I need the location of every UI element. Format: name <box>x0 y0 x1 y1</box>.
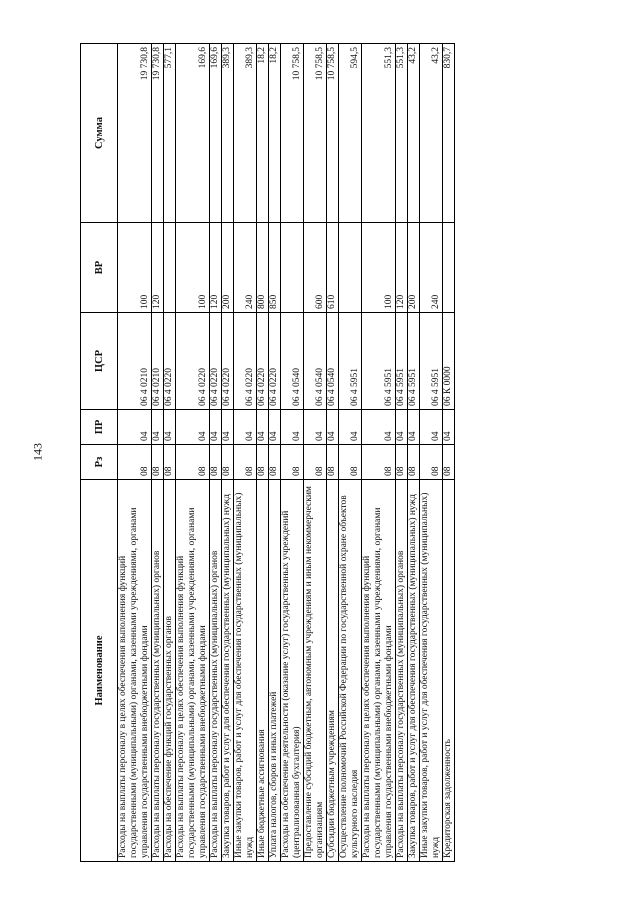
table-row <box>420 44 443 862</box>
cell-sum: 389,3 <box>222 44 234 223</box>
cell-csr: 06 4 5951 <box>408 313 420 410</box>
cell-vr: 610 <box>327 223 339 313</box>
cell-pr: 04 <box>164 410 176 445</box>
cell-rz: 08 <box>304 445 327 480</box>
cell-pr: 04 <box>339 410 362 445</box>
cell-pr: 04 <box>234 410 257 445</box>
cell-rz: 08 <box>269 445 281 480</box>
cell-csr: 06 4 0220 <box>257 313 269 410</box>
cell-rz: 08 <box>420 445 443 480</box>
cell-vr: 200 <box>408 223 420 313</box>
cell-name: Расходы на выплаты персоналу государственных (муниципальных) органов <box>210 480 222 862</box>
cell-rz: 08 <box>443 445 455 480</box>
cell-name: Расходы на выплаты персоналу государственных (муниципальных) органов <box>396 480 408 862</box>
table-row <box>164 44 176 862</box>
cell-name: Расходы на выплаты персоналу в целях обеспечения выполнения функций государственными (муниципальными) органами, казенными учреждениями, органами управления государственными внебюджетными фондами <box>362 480 396 862</box>
cell-csr: 06 К 0000 <box>443 313 455 410</box>
cell-csr: 06 4 0220 <box>269 313 281 410</box>
cell-vr: 200 <box>222 223 234 313</box>
cell-csr: 06 4 0220 <box>164 313 176 410</box>
cell-vr: 240 <box>234 223 257 313</box>
cell-rz: 08 <box>222 445 234 480</box>
cell-pr: 04 <box>152 410 164 445</box>
cell-csr: 06 4 0540 <box>304 313 327 410</box>
cell-name: Иные бюджетные ассигнования <box>257 480 269 862</box>
cell-rz: 08 <box>327 445 339 480</box>
cell-pr: 04 <box>222 410 234 445</box>
cell-rz: 08 <box>210 445 222 480</box>
cell-vr: 100 <box>176 223 210 313</box>
header-rz: Рз <box>81 445 118 480</box>
cell-vr <box>281 223 304 313</box>
cell-sum: 577,1 <box>164 44 176 223</box>
cell-sum: 10 758,5 <box>281 44 304 223</box>
cell-csr: 06 4 0540 <box>281 313 304 410</box>
cell-vr <box>339 223 362 313</box>
cell-name: Предоставление субсидий бюджетным, автономным учреждениям и иным некоммерческим организациям <box>304 480 327 862</box>
cell-sum: 43,2 <box>420 44 443 223</box>
page-number: 143 <box>30 443 45 461</box>
cell-rz: 08 <box>234 445 257 480</box>
cell-rz: 08 <box>408 445 420 480</box>
cell-sum: 169,6 <box>176 44 210 223</box>
cell-name: Кредиторская задолженность <box>443 480 455 862</box>
cell-vr: 120 <box>396 223 408 313</box>
cell-csr: 06 4 5951 <box>362 313 396 410</box>
cell-name: Закупка товаров, работ и услуг для обеспечения государственных (муниципальных) нужд <box>408 480 420 862</box>
cell-name: Расходы на выплаты персоналу в целях обеспечения выполнения функций государственными (муниципальными) органами, казенными учреждениями, органами управления государственными внебюджетными фондами <box>176 480 210 862</box>
cell-pr: 04 <box>176 410 210 445</box>
table-row <box>339 44 362 862</box>
cell-rz: 08 <box>281 445 304 480</box>
header-name: Наименование <box>81 480 118 862</box>
cell-csr: 06 4 0210 <box>118 313 152 410</box>
cell-rz: 08 <box>164 445 176 480</box>
cell-sum: 10 758,5 <box>304 44 327 223</box>
cell-csr: 06 4 5951 <box>339 313 362 410</box>
cell-rz: 08 <box>362 445 396 480</box>
table-row <box>408 44 420 862</box>
cell-sum: 19 730,8 <box>152 44 164 223</box>
cell-pr: 04 <box>281 410 304 445</box>
header-pr: ПР <box>81 410 118 445</box>
table-header <box>81 44 118 862</box>
cell-pr: 04 <box>118 410 152 445</box>
cell-pr: 04 <box>362 410 396 445</box>
budget-table <box>80 43 455 862</box>
cell-name: Субсидии бюджетным учреждениям <box>327 480 339 862</box>
cell-csr: 06 4 0220 <box>210 313 222 410</box>
rotated-page-content <box>80 44 540 862</box>
cell-name: Иные закупки товаров, работ и услуг для обеспечения государственных (муниципальных) нужд <box>234 480 257 862</box>
cell-vr: 100 <box>362 223 396 313</box>
cell-vr: 800 <box>257 223 269 313</box>
cell-vr: 600 <box>304 223 327 313</box>
header-sum: Сумма <box>81 44 118 223</box>
table-row <box>234 44 257 862</box>
cell-vr <box>443 223 455 313</box>
cell-sum: 19 730,8 <box>118 44 152 223</box>
table-row <box>176 44 210 862</box>
cell-sum: 43,2 <box>408 44 420 223</box>
header-csr: ЦСР <box>81 313 118 410</box>
cell-sum: 389,3 <box>234 44 257 223</box>
cell-sum: 169,6 <box>210 44 222 223</box>
cell-sum: 594,5 <box>339 44 362 223</box>
cell-sum: 551,3 <box>396 44 408 223</box>
cell-vr: 850 <box>269 223 281 313</box>
cell-sum: 18,2 <box>257 44 269 223</box>
table-row <box>210 44 222 862</box>
cell-vr: 120 <box>152 223 164 313</box>
cell-name: Осуществление полномочий Российской Федерации по государственной охране объектов культурного наследия <box>339 480 362 862</box>
cell-csr: 06 4 0220 <box>176 313 210 410</box>
cell-csr: 06 4 5951 <box>396 313 408 410</box>
cell-rz: 08 <box>152 445 164 480</box>
cell-rz: 08 <box>396 445 408 480</box>
cell-name: Уплата налогов, сборов и иных платежей <box>269 480 281 862</box>
cell-vr: 240 <box>420 223 443 313</box>
cell-name: Расходы на обеспечение функций государственных органов <box>164 480 176 862</box>
cell-csr: 06 4 0210 <box>152 313 164 410</box>
cell-csr: 06 4 0220 <box>234 313 257 410</box>
cell-name: Расходы на выплаты персоналу в целях обеспечения выполнения функций государственными (муниципальными) органами, казенными учреждениями, органами управления государственными внебюджетными фондами <box>118 480 152 862</box>
cell-vr <box>164 223 176 313</box>
cell-csr: 06 4 5951 <box>420 313 443 410</box>
cell-name: Расходы на обеспечение деятельности (оказание услуг) государственных учреждений (централизованная бухгалтерия) <box>281 480 304 862</box>
cell-csr: 06 4 0540 <box>327 313 339 410</box>
cell-pr: 04 <box>257 410 269 445</box>
cell-name: Закупка товаров, работ и услуг для обеспечения государственных (муниципальных) нужд <box>222 480 234 862</box>
table-row <box>396 44 408 862</box>
cell-pr: 04 <box>210 410 222 445</box>
cell-pr: 04 <box>420 410 443 445</box>
cell-pr: 04 <box>408 410 420 445</box>
cell-vr: 120 <box>210 223 222 313</box>
header-vr: ВР <box>81 223 118 313</box>
table-row <box>443 44 455 862</box>
cell-sum: 18,2 <box>269 44 281 223</box>
table-row <box>269 44 281 862</box>
cell-pr: 04 <box>396 410 408 445</box>
table-row <box>257 44 269 862</box>
cell-name: Расходы на выплаты персоналу государственных (муниципальных) органов <box>152 480 164 862</box>
cell-csr: 06 4 0220 <box>222 313 234 410</box>
cell-pr: 04 <box>269 410 281 445</box>
cell-rz: 08 <box>257 445 269 480</box>
table-row <box>222 44 234 862</box>
cell-sum: 830,7 <box>443 44 455 223</box>
table-row <box>118 44 152 862</box>
table-body <box>118 44 455 862</box>
cell-pr: 04 <box>327 410 339 445</box>
cell-pr: 04 <box>304 410 327 445</box>
table-row <box>304 44 327 862</box>
cell-rz: 08 <box>176 445 210 480</box>
cell-sum: 10 758,5 <box>327 44 339 223</box>
cell-vr: 100 <box>118 223 152 313</box>
table-row <box>362 44 396 862</box>
cell-rz: 08 <box>118 445 152 480</box>
cell-sum: 551,3 <box>362 44 396 223</box>
table-row <box>281 44 304 862</box>
table-row <box>327 44 339 862</box>
cell-rz: 08 <box>339 445 362 480</box>
cell-pr: 04 <box>443 410 455 445</box>
header-row <box>81 44 118 862</box>
cell-name: Иные закупки товаров, работ и услуг для обеспечения государственных (муниципальных) нужд <box>420 480 443 862</box>
table-row <box>152 44 164 862</box>
